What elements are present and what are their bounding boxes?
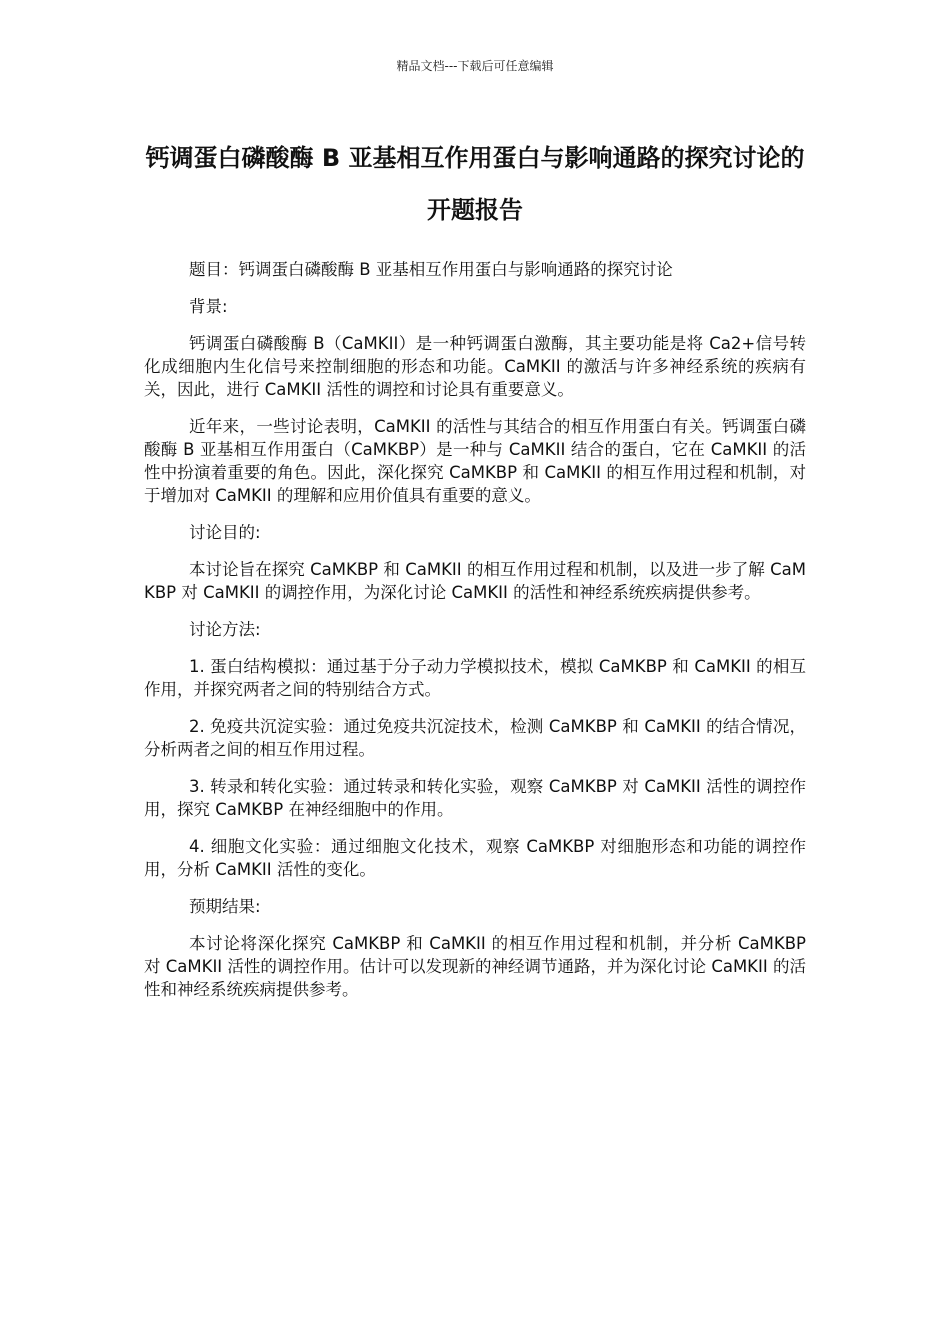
- method-item-1: 1. 蛋白结构模拟：通过基于分子动力学模拟技术，模拟 CaMKBP 和 CaMKII 的相互作用，并探究两者之间的特别结合方式。: [144, 657, 806, 699]
- document-body: [144, 258, 806, 1015]
- heading-methods: 讨论方法:: [189, 620, 261, 639]
- document-title: 钙调蛋白磷酸酶 B 亚基相互作用蛋白与影响通路的探究讨论的开题报告: [145, 144, 805, 224]
- paragraph-background-2: 近年来，一些讨论表明，CaMKII 的活性与其结合的相互作用蛋白有关。钙调蛋白磷酸酶 B 亚基相互作用蛋白（CaMKBP）是一种与 CaMKII 结合的蛋白，它在 CaMKII 的活性中扮演着重要的角色。因此，深化探究 CaMKBP 和 CaMKII 的相互作用过程和机制，对于增加对 CaMKII 的理解和应用价值具有重要的意义。: [144, 417, 806, 505]
- method-item-3: 3. 转录和转化实验：通过转录和转化实验，观察 CaMKBP 对 CaMKII 活性的调控作用，探究 CaMKBP 在神经细胞中的作用。: [144, 777, 806, 819]
- heading-objective: 讨论目的:: [189, 523, 261, 542]
- paragraph-expected-results: 本讨论将深化探究 CaMKBP 和 CaMKII 的相互作用过程和机制，并分析 CaMKBP 对 CaMKII 活性的调控作用。估计可以发现新的神经调节通路，并为深化讨论 CaMKII 的活性和神经系统疾病提供参考。: [144, 934, 806, 999]
- paragraph-topic: 题目：钙调蛋白磷酸酶 B 亚基相互作用蛋白与影响通路的探究讨论: [189, 260, 673, 279]
- method-item-4: 4. 细胞文化实验：通过细胞文化技术，观察 CaMKBP 对细胞形态和功能的调控作用，分析 CaMKII 活性的变化。: [144, 837, 806, 879]
- paragraph-background-1: 钙调蛋白磷酸酶 B（CaMKII）是一种钙调蛋白激酶，其主要功能是将 Ca2+信号转化成细胞内生化信号来控制细胞的形态和功能。CaMKII 的激活与许多神经系统的疾病有关，因此，进行 CaMKII 活性的调控和讨论具有重要意义。: [144, 334, 806, 399]
- method-item-2: 2. 免疫共沉淀实验：通过免疫共沉淀技术，检测 CaMKBP 和 CaMKII 的结合情况，分析两者之间的相互作用过程。: [144, 717, 806, 759]
- page-header: 精品文档---下载后可任意编辑: [396, 59, 554, 73]
- heading-background: 背景:: [189, 297, 228, 316]
- paragraph-objective: 本讨论旨在探究 CaMKBP 和 CaMKII 的相互作用过程和机制，以及进一步了解 CaMKBP 对 CaMKII 的调控作用，为深化讨论 CaMKII 的活性和神经系统疾病提供参考。: [144, 560, 806, 602]
- heading-expected-results: 预期结果:: [189, 897, 261, 916]
